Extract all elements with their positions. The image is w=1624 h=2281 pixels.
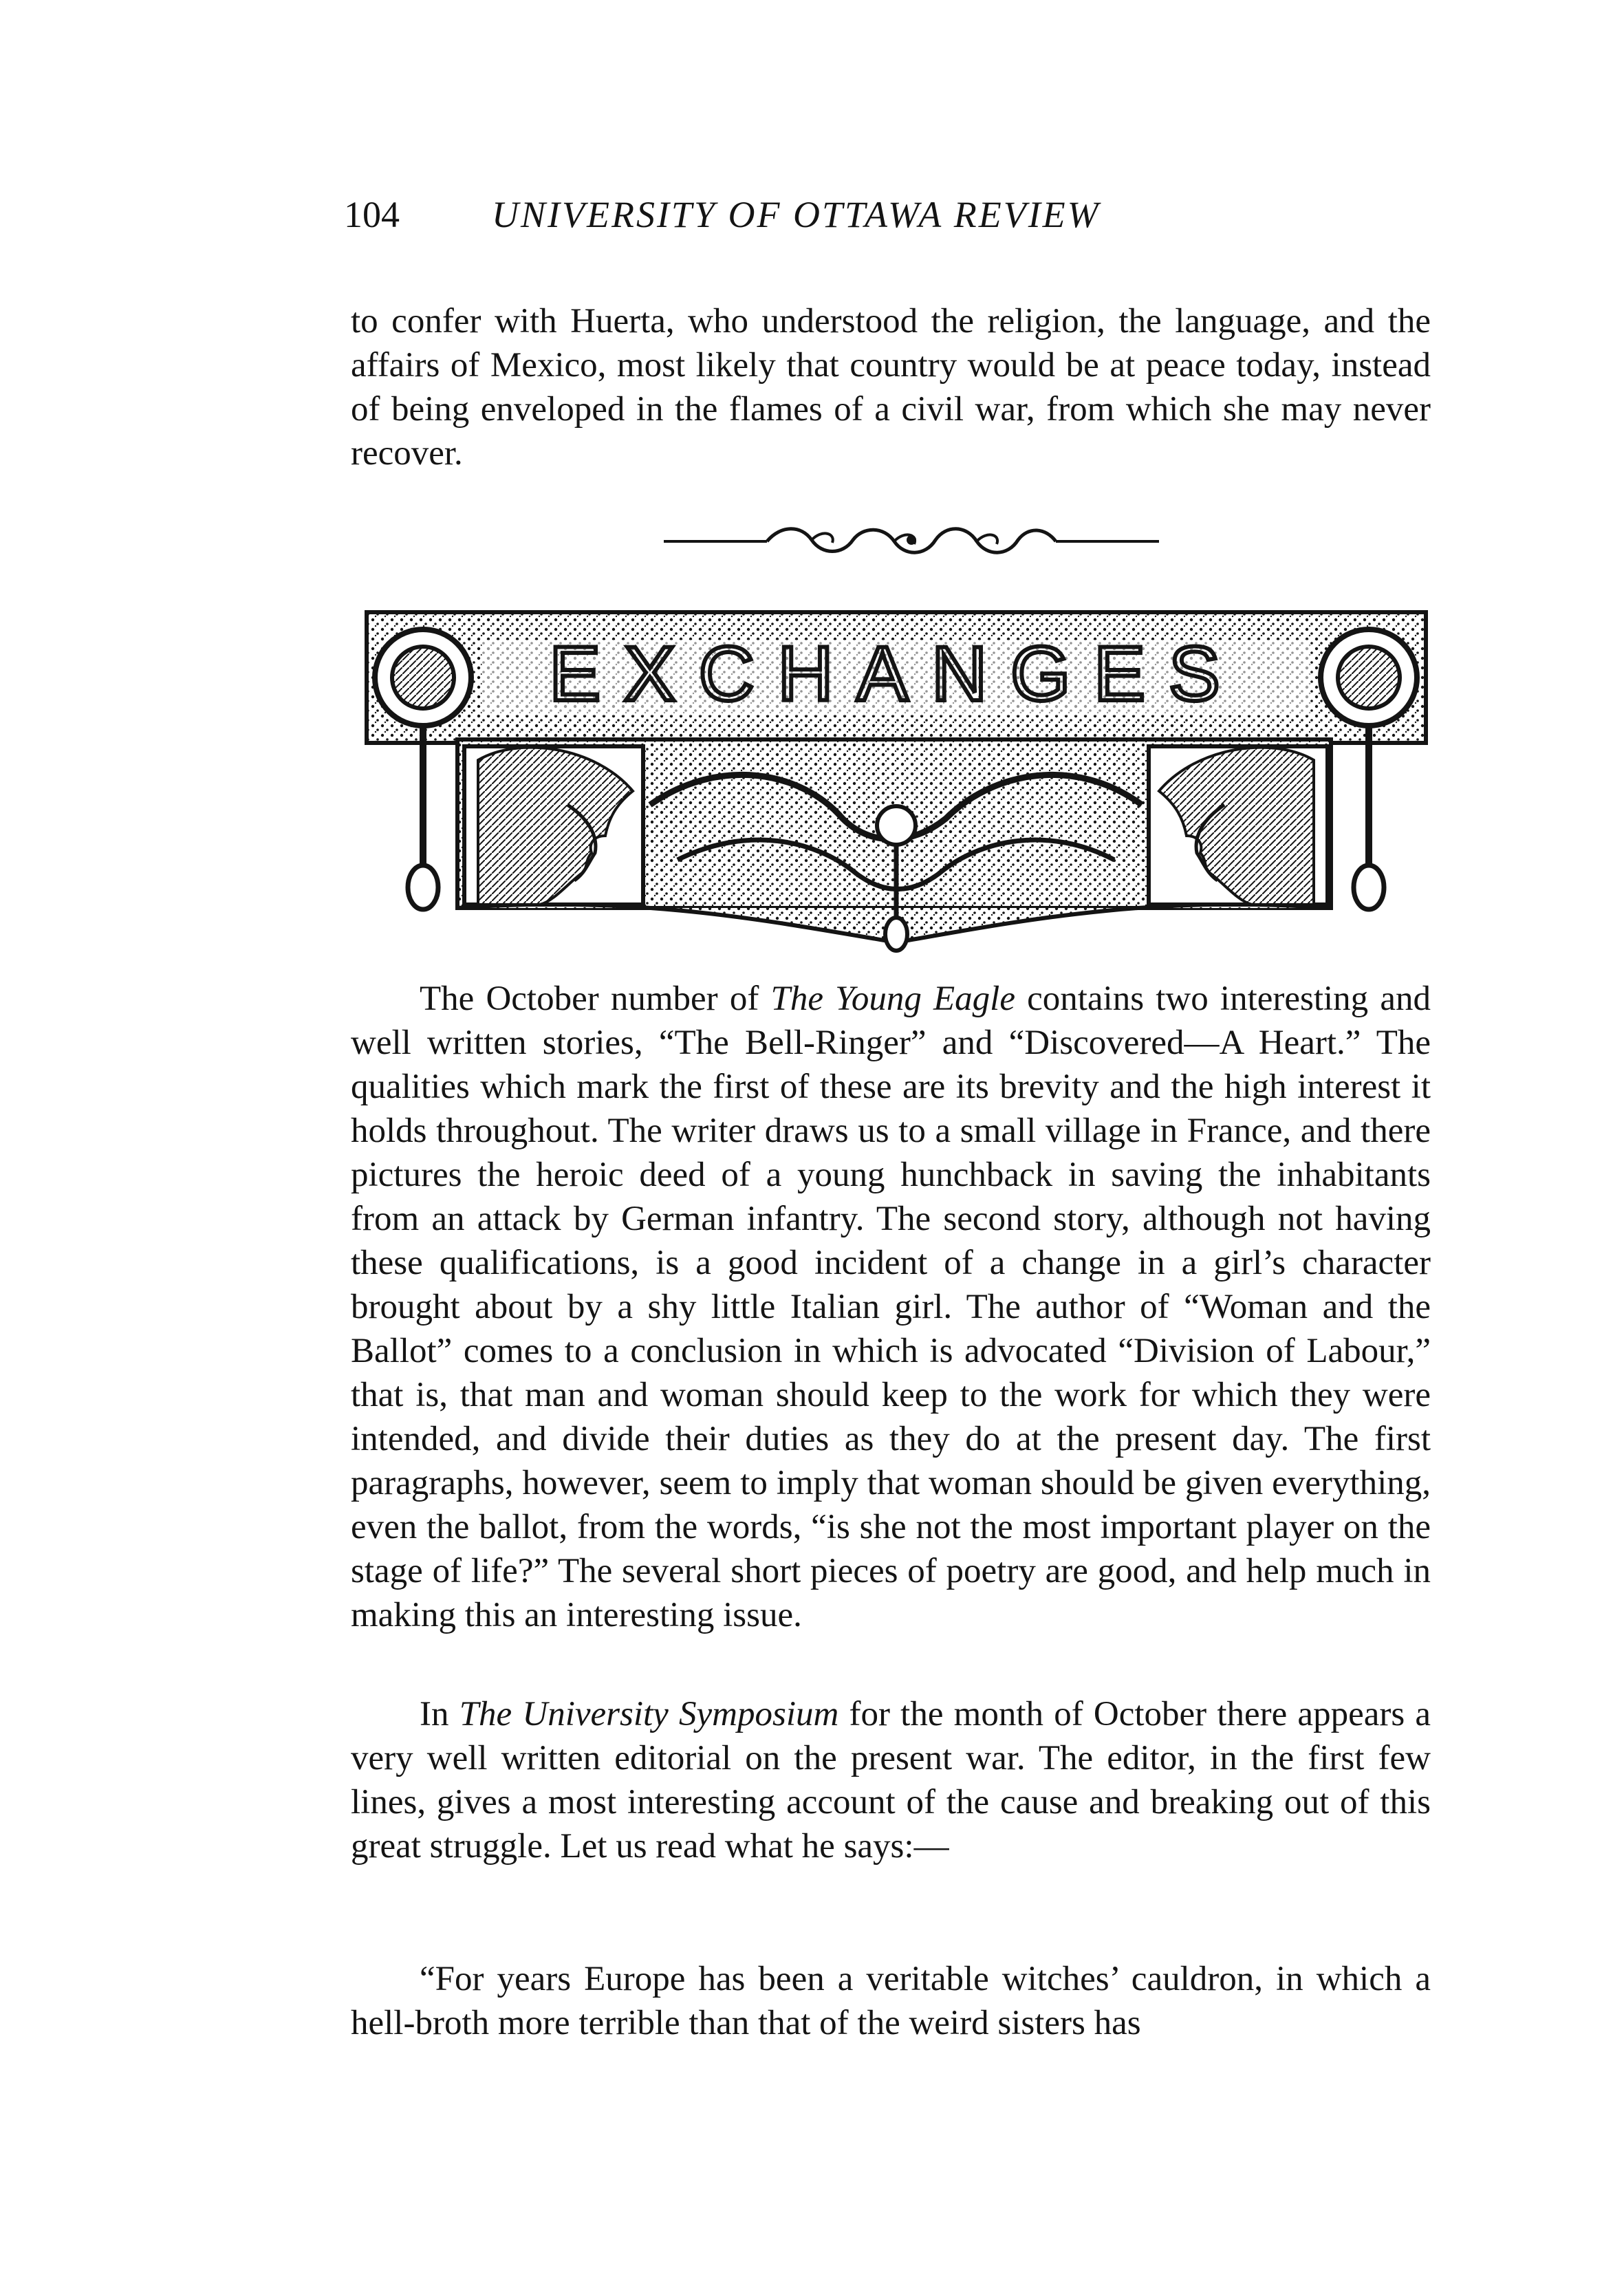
paragraph-text: In <box>420 1695 459 1733</box>
page-number: 104 <box>344 194 400 235</box>
running-title: UNIVERSITY OF OTTAWA REVIEW <box>492 194 1101 235</box>
right-profile-portrait-icon <box>1149 746 1328 905</box>
paragraph-text: for the month of October there appears a very well written editorial on the present war. The editor, in the first few lines, gives a most interesting account of the cause and breaking out of this great struggle. Let us read what he says:— <box>351 1695 1431 1866</box>
paragraph-symposium-review <box>351 1692 1431 1868</box>
left-profile-portrait-icon <box>464 746 643 905</box>
paragraph-quotation: “For years Europe has been a veritable witches’ cauldron, in which a hell-broth more terrible than that of the weird sisters has <box>351 1960 1431 2042</box>
periodical-title: The University Symposium <box>459 1695 839 1733</box>
running-head <box>344 187 1431 242</box>
paragraph-text: contains two interesting and well written stories, “The Bell-Ringer” and “Discovered—A Heart.” The qualities which mark the first of these are its brevity and the high interest it holds throughout. The writer draws us to a small village in France, and there pictures the heroic deed of a young hunchback in saving the inhabitants from an attack by German infantry. The second story, although not having these qualifications, is a good incident of a change in a girl’s character brought about by a shy little Italian girl. The author of “Woman and the Ballot” comes to a conclusion in which is advocated “Division of Labour,” that is, that man and woman should keep to the work for which they were intended, and divide their duties as they do at the present day. The first paragraphs, however, seem to imply that woman should be given everything, even the ballot, from the words, “is she not the most important player on the stage of life?” The several short pieces of poetry are good, and help much in making this an interesting issue. <box>351 980 1431 1634</box>
right-medallion-icon <box>1321 629 1417 909</box>
paragraph-continuation: to confer with Huerta, who understood the religion, the language, and the affairs of Mexico, most likely that country would be at peace today, instead of being enveloped in the flames of a civil war, from which she may never recover. <box>351 302 1431 473</box>
ornamental-rule <box>664 519 1159 561</box>
periodical-title: The Young Eagle <box>770 980 1015 1018</box>
banner-lettering: EXCHANGES <box>549 631 1244 717</box>
paragraph-young-eagle-review <box>351 977 1431 1637</box>
paragraph-text: The October number of <box>420 980 771 1018</box>
exchanges-headpiece <box>361 598 1431 956</box>
